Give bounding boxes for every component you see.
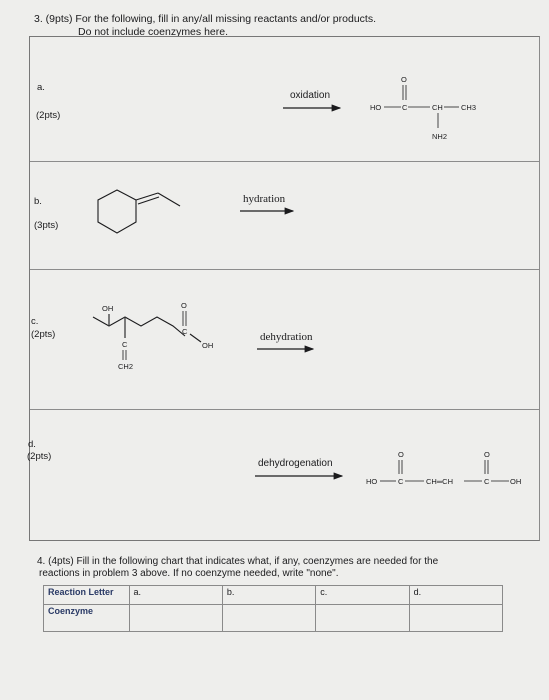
coenzyme-answer-c[interactable]	[316, 605, 409, 632]
row-c-letter: c.	[31, 316, 39, 327]
row-c-reaction-label: dehydration	[260, 331, 313, 343]
row-a-points: (2pts)	[36, 110, 61, 121]
row-d-points: (2pts)	[27, 451, 52, 462]
row-a-letter: a.	[37, 82, 45, 93]
coenzyme-header: Coenzyme	[44, 605, 130, 632]
chem-ch: CH	[432, 103, 443, 112]
coenzyme-answer-b[interactable]	[222, 605, 315, 632]
row-b-points: (3pts)	[34, 220, 59, 231]
chem-o: O	[484, 450, 490, 459]
ethylidenecyclohexane-structure	[98, 190, 180, 233]
chart-letter-a: a.	[129, 586, 222, 605]
chem-oh: OH	[510, 477, 522, 486]
fumaric-acid-structure	[366, 450, 521, 486]
row-d-reaction-label: dehydrogenation	[258, 458, 333, 469]
chem-c: C	[122, 340, 128, 349]
chem-oh: OH	[102, 304, 114, 313]
coenzyme-answer-a[interactable]	[129, 605, 222, 632]
chem-o: O	[401, 75, 407, 84]
chem-o: O	[181, 301, 187, 310]
chart-coenzyme-row	[44, 605, 503, 632]
chem-c: C	[398, 477, 404, 486]
chem-c: C	[484, 477, 490, 486]
alanine-structure	[370, 75, 476, 141]
chart-letter-b: b.	[222, 586, 315, 605]
chart-letter-c: c.	[316, 586, 409, 605]
coenzyme-answer-d[interactable]	[409, 605, 502, 632]
chart-header-row	[44, 586, 503, 605]
chem-o: O	[398, 450, 404, 459]
question-3-title: 3. (9pts) For the following, fill in any/all missing reactants and/or products.	[34, 13, 376, 25]
chem-ch2: CH2	[118, 362, 134, 371]
chem-nh2: NH2	[432, 132, 448, 141]
row-c-points: (2pts)	[31, 329, 56, 340]
hydroxy-acid-structure	[93, 301, 213, 371]
reaction-letter-header: Reaction Letter	[44, 586, 130, 605]
coenzyme-chart	[43, 585, 503, 632]
question-4-subtitle: reactions in problem 3 above. If no coenzyme needed, write "none".	[39, 568, 339, 579]
chem-ch-eq-ch: CH═CH	[426, 477, 453, 486]
chem-oh: OH	[202, 341, 214, 350]
question-3-subtitle: Do not include coenzymes here.	[78, 26, 228, 38]
row-d-letter: d.	[28, 439, 36, 450]
question-4-heading	[37, 556, 438, 580]
question-4-title: 4. (4pts) Fill in the following chart that indicates what, if any, coenzymes are needed for the	[37, 556, 439, 567]
row-b-reaction-label: hydration	[243, 193, 286, 205]
row-b-letter: b.	[34, 196, 42, 207]
row-a-reaction-label: oxidation	[290, 90, 331, 101]
chem-c: C	[182, 327, 188, 336]
chem-ho: HO	[370, 103, 382, 112]
chem-ho: HO	[366, 477, 378, 486]
chem-c: C	[402, 103, 408, 112]
chart-letter-d: d.	[409, 586, 502, 605]
chem-ch3: CH3	[461, 103, 477, 112]
